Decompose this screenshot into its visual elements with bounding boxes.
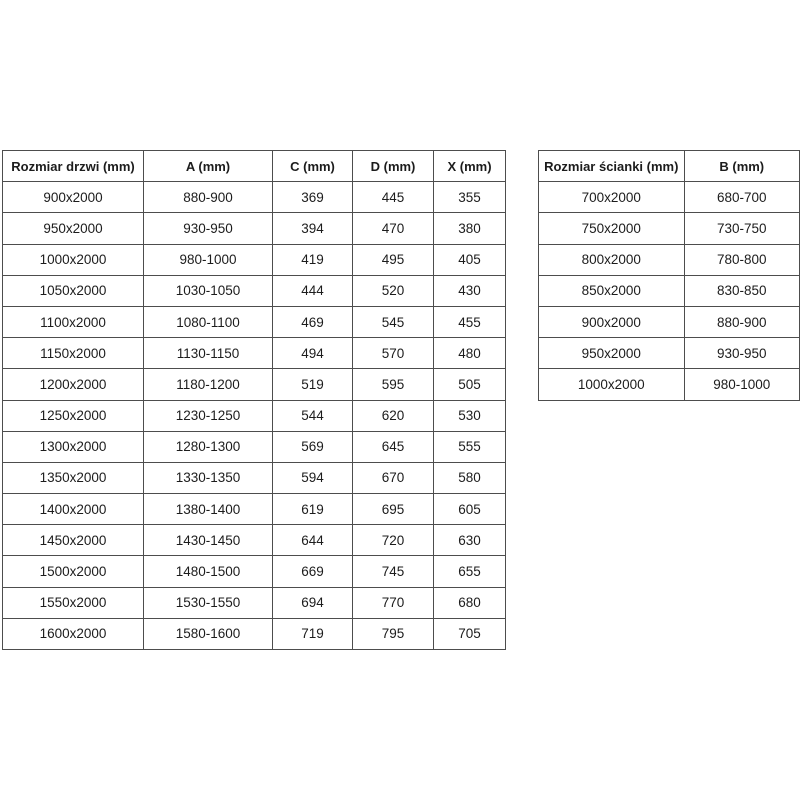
table-cell: 630	[434, 525, 506, 556]
table-cell: 730-750	[684, 213, 800, 244]
table-cell: 545	[353, 306, 434, 337]
table-row	[3, 462, 506, 493]
column-header: D (mm)	[353, 151, 434, 182]
table-cell: 380	[434, 213, 506, 244]
column-header: Rozmiar drzwi (mm)	[3, 151, 144, 182]
table-row	[3, 400, 506, 431]
table-cell: 430	[434, 275, 506, 306]
table-cell: 544	[273, 400, 353, 431]
table-cell: 570	[353, 338, 434, 369]
table-row	[539, 306, 800, 337]
table-cell: 520	[353, 275, 434, 306]
table-cell: 519	[273, 369, 353, 400]
table-cell: 980-1000	[684, 369, 800, 400]
table-cell: 770	[353, 587, 434, 618]
table-cell: 419	[273, 244, 353, 275]
table-cell: 530	[434, 400, 506, 431]
column-header: B (mm)	[684, 151, 800, 182]
table-cell: 1330-1350	[144, 462, 273, 493]
table-cell: 880-900	[144, 182, 273, 213]
table-cell: 580	[434, 462, 506, 493]
table-cell: 1550x2000	[3, 587, 144, 618]
table-cell: 1600x2000	[3, 618, 144, 649]
table-cell: 680	[434, 587, 506, 618]
column-header: A (mm)	[144, 151, 273, 182]
table-cell: 720	[353, 525, 434, 556]
table-cell: 445	[353, 182, 434, 213]
table-cell: 695	[353, 494, 434, 525]
column-header: Rozmiar ścianki (mm)	[539, 151, 685, 182]
table-cell: 980-1000	[144, 244, 273, 275]
table-cell: 1000x2000	[3, 244, 144, 275]
table-cell: 355	[434, 182, 506, 213]
table-cell: 1030-1050	[144, 275, 273, 306]
header-row	[3, 151, 506, 182]
table-row	[539, 213, 800, 244]
table-cell: 1100x2000	[3, 306, 144, 337]
table-cell: 620	[353, 400, 434, 431]
table-row	[3, 494, 506, 525]
table-cell: 950x2000	[3, 213, 144, 244]
table-cell: 1300x2000	[3, 431, 144, 462]
table-row	[3, 275, 506, 306]
table-row	[3, 369, 506, 400]
table-row	[3, 182, 506, 213]
header-row	[539, 151, 800, 182]
table-cell: 1480-1500	[144, 556, 273, 587]
table-cell: 494	[273, 338, 353, 369]
table-row	[3, 306, 506, 337]
table-cell: 495	[353, 244, 434, 275]
table-cell: 655	[434, 556, 506, 587]
table-cell: 705	[434, 618, 506, 649]
table-cell: 1000x2000	[539, 369, 685, 400]
table-cell: 1080-1100	[144, 306, 273, 337]
table-cell: 645	[353, 431, 434, 462]
table-cell: 800x2000	[539, 244, 685, 275]
table-row	[3, 431, 506, 462]
table-cell: 1230-1250	[144, 400, 273, 431]
table-cell: 1200x2000	[3, 369, 144, 400]
door-dimensions-table	[2, 150, 506, 650]
table-row	[3, 244, 506, 275]
table-cell: 1350x2000	[3, 462, 144, 493]
table-cell: 1580-1600	[144, 618, 273, 649]
table-cell: 470	[353, 213, 434, 244]
table-cell: 694	[273, 587, 353, 618]
table-cell: 670	[353, 462, 434, 493]
column-header: X (mm)	[434, 151, 506, 182]
column-header: C (mm)	[273, 151, 353, 182]
table-cell: 505	[434, 369, 506, 400]
table-cell: 1380-1400	[144, 494, 273, 525]
table-cell: 700x2000	[539, 182, 685, 213]
table-row	[3, 525, 506, 556]
table-cell: 719	[273, 618, 353, 649]
table-cell: 644	[273, 525, 353, 556]
table-cell: 669	[273, 556, 353, 587]
table-cell: 555	[434, 431, 506, 462]
table-row	[3, 587, 506, 618]
table-cell: 369	[273, 182, 353, 213]
table-cell: 444	[273, 275, 353, 306]
table-row	[3, 618, 506, 649]
table-cell: 1500x2000	[3, 556, 144, 587]
table-row	[539, 182, 800, 213]
table-row	[3, 213, 506, 244]
table-cell: 1430-1450	[144, 525, 273, 556]
table-cell: 795	[353, 618, 434, 649]
table-row	[539, 244, 800, 275]
table-cell: 1450x2000	[3, 525, 144, 556]
table-cell: 950x2000	[539, 338, 685, 369]
table-cell: 1180-1200	[144, 369, 273, 400]
table-row	[539, 369, 800, 400]
table-cell: 780-800	[684, 244, 800, 275]
table-cell: 469	[273, 306, 353, 337]
table-cell: 900x2000	[3, 182, 144, 213]
table-row	[3, 556, 506, 587]
table-cell: 930-950	[144, 213, 273, 244]
table-cell: 880-900	[684, 306, 800, 337]
wall-dimensions-table	[538, 150, 800, 401]
table-cell: 1150x2000	[3, 338, 144, 369]
table-cell: 1130-1150	[144, 338, 273, 369]
table-cell: 405	[434, 244, 506, 275]
table-cell: 619	[273, 494, 353, 525]
table-cell: 1400x2000	[3, 494, 144, 525]
table-cell: 680-700	[684, 182, 800, 213]
table-cell: 850x2000	[539, 275, 685, 306]
table-cell: 605	[434, 494, 506, 525]
table-cell: 394	[273, 213, 353, 244]
table-cell: 745	[353, 556, 434, 587]
table-cell: 455	[434, 306, 506, 337]
table-cell: 595	[353, 369, 434, 400]
table-cell: 930-950	[684, 338, 800, 369]
table-cell: 750x2000	[539, 213, 685, 244]
table-cell: 569	[273, 431, 353, 462]
table-cell: 1530-1550	[144, 587, 273, 618]
table-cell: 1250x2000	[3, 400, 144, 431]
table-cell: 480	[434, 338, 506, 369]
table-cell: 594	[273, 462, 353, 493]
table-row	[3, 338, 506, 369]
table-cell: 1050x2000	[3, 275, 144, 306]
table-row	[539, 338, 800, 369]
table-row	[539, 275, 800, 306]
table-cell: 1280-1300	[144, 431, 273, 462]
table-cell: 830-850	[684, 275, 800, 306]
table-cell: 900x2000	[539, 306, 685, 337]
